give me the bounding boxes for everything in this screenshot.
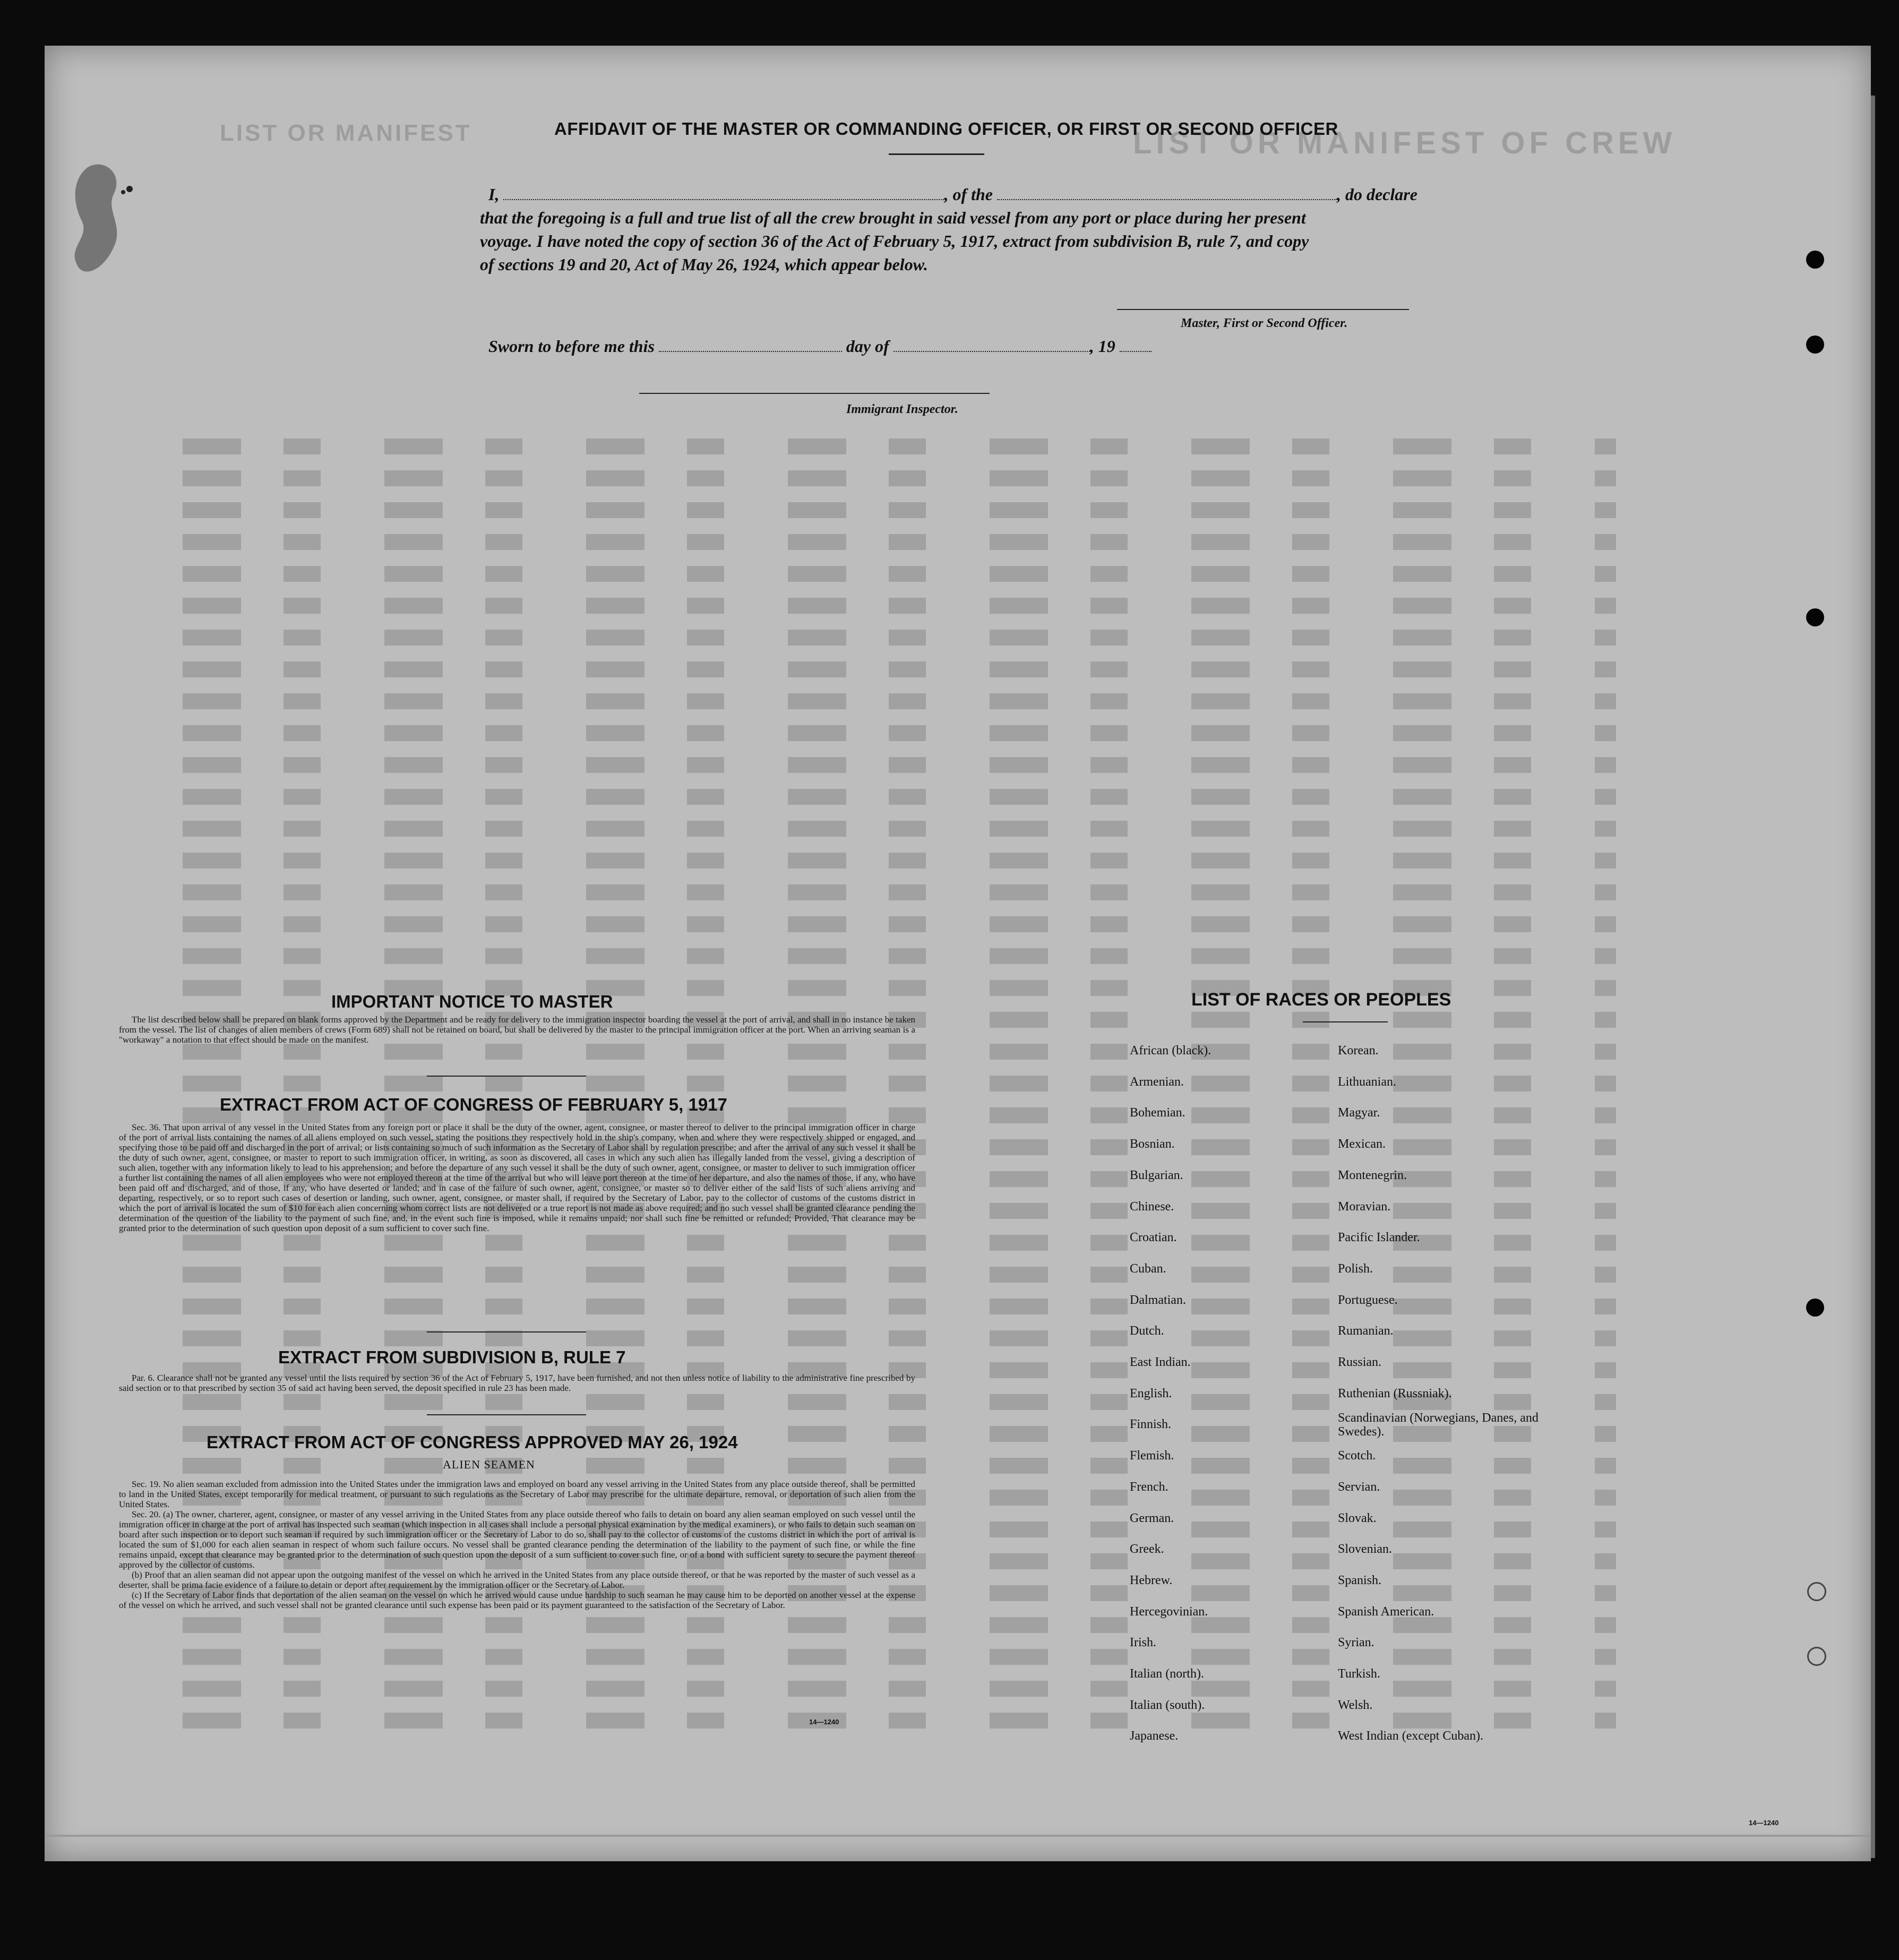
affidavit-line-2: that the foregoing is a full and true list of all the crew brought in said vessel from any port or place during her present <box>480 208 1306 227</box>
race-item: Slovenian. <box>1338 1542 1392 1556</box>
race-item: German. <box>1130 1511 1174 1525</box>
punch-hole <box>1806 336 1824 354</box>
races-title-rule <box>1303 1021 1388 1022</box>
race-item: Irish. <box>1130 1636 1156 1649</box>
race-item: Montenegrin. <box>1338 1168 1407 1182</box>
sworn-year-field[interactable] <box>1120 337 1152 352</box>
extract-1917-text: Sec. 36. That upon arrival of any vessel in the United States from any foreign port or place it shall be the duty of the owner, agent, consignee, or master thereof to deliver to the principal immigration officer in charge of the port of arrival lists containing the names of all aliens employed on such vessel, stating the positions they respectively hold in the ship's company, when and where they were respectively shipped or engaged, and specifying those to be paid off and discharged in the port of arrival; or lists containing so much of such information as the Secretary of Labor shall by regulation prescribe; and after the arrival of any such vessel it shall be the duty of such owner, agent, consignee, or master to report to such immigration officer, in writing, as soon as discovered, all cases in which any such alien has illegally landed from the vessel, giving a description of such alien, together with any information likely to lead to his apprehension; and before the departure of any such vessel it shall be the duty of such owner, agent, consignee, or master to deliver to such immigration officer a further list containing the names of all alien employees who were not employed thereon at the time of the arrival but who will leave port thereon at the time of her departure, and also the names of those, if any, who have been paid off and discharged, and of those, if any, who have deserted or landed; and in case of the failure of such owner, agent, consignee, or master so to deliver either of the said lists of such aliens arriving and departing, respectively, or so to report such cases of desertion or landing, such owner, agent, consignee, or master shall, if required by the Secretary of Labor, pay to the collector of customs of the customs district in which the port of arrival is located the sum of $10 for each alien concerning whom correct lists are not delivered or a true report is not made as above required; and no such vessel shall be granted clearance pending the determination of the question of the liability to the payment of such fine, and, in the event such fine is imposed, while it remains unpaid; nor shall such fine be remitted or refunded; Provided, That clearance may be granted prior to the determination of such question upon deposit of a sum sufficient to cover such fine. <box>119 1122 915 1233</box>
ink-smudge <box>66 157 140 285</box>
race-item: Servian. <box>1338 1480 1380 1494</box>
sworn-line: Sworn to before me this day of , 19 <box>488 337 1152 356</box>
race-item: Korean. <box>1338 1044 1379 1058</box>
affidavit-line-4: of sections 19 and 20, Act of May 26, 1924, which appear below. <box>480 255 928 274</box>
affidavit-title: AFFIDAVIT OF THE MASTER OR COMMANDING OFFICER, OR FIRST OR SECOND OFFICER <box>554 119 1338 139</box>
race-item: Ruthenian (Russniak). <box>1338 1387 1452 1400</box>
notice-title: IMPORTANT NOTICE TO MASTER <box>331 992 613 1011</box>
form-number-corner: 14—1240 <box>1749 1819 1779 1827</box>
race-item: Turkish. <box>1338 1667 1380 1681</box>
divider <box>427 1076 586 1077</box>
sheet-edge <box>45 1835 1871 1837</box>
race-item: Scotch. <box>1338 1449 1376 1463</box>
race-item: East Indian. <box>1130 1355 1191 1369</box>
race-item: Russian. <box>1338 1355 1382 1369</box>
race-item: Bulgarian. <box>1130 1168 1183 1182</box>
race-item: Scandinavian (Norwegians, Danes, and Swedes). <box>1338 1411 1539 1439</box>
master-name-field[interactable] <box>503 185 944 200</box>
affidavit-line-3: voyage. I have noted the copy of section 36 of the Act of February 5, 1917, extract from subdivision B, rule 7, and copy <box>480 231 1309 251</box>
inspector-signature-label: Immigrant Inspector. <box>846 402 958 416</box>
race-item: Portuguese. <box>1338 1293 1398 1307</box>
race-item: Cuban. <box>1130 1262 1166 1276</box>
race-item: Welsh. <box>1338 1698 1373 1712</box>
vessel-name-field[interactable] <box>997 185 1337 200</box>
race-item: Chinese. <box>1130 1200 1174 1214</box>
race-item: Armenian. <box>1130 1075 1184 1089</box>
race-item: Italian (south). <box>1130 1698 1205 1712</box>
race-item: Spanish. <box>1338 1574 1382 1587</box>
race-item: Magyar. <box>1338 1106 1380 1120</box>
race-item: African (black). <box>1130 1044 1211 1058</box>
race-item: Finnish. <box>1130 1417 1172 1431</box>
extract-rule7-title: EXTRACT FROM SUBDIVISION B, RULE 7 <box>278 1347 626 1367</box>
extract-rule7-text: Par. 6. Clearance shall not be granted any vessel until the lists required by section 36 of the Act of February 5, 1917, have been furnished, and not then unless notice of liability to the administrative fine prescribed by said section or to that prescribed by section 35 of said act having been served, the deposit specified in rule 23 has been made. <box>119 1373 915 1393</box>
race-item: French. <box>1130 1480 1168 1494</box>
race-item: Bohemian. <box>1130 1106 1185 1120</box>
race-item: English. <box>1130 1387 1172 1400</box>
bleed-through-crew-list: LIST OR MANIFEST OF CREW LIST OR MANIFEST <box>45 46 1871 1861</box>
races-title: LIST OF RACES OR PEOPLES <box>1191 990 1451 1010</box>
race-item: Pacific Islander. <box>1338 1231 1420 1244</box>
punch-hole <box>1806 1299 1824 1317</box>
extract-1924-text <box>119 1479 915 1610</box>
race-item: Japanese. <box>1130 1729 1179 1743</box>
sec-20c: (c) If the Secretary of Labor finds that deportation of the alien seaman on the vessel on which he arrived would cause undue hardship to such seaman he may cause him to be deported on another vessel at the expense of the vessel on which he arrived, and such vessel shall not be granted clearance until such expense has been paid or its payment guaranteed to the satisfaction of the Secretary of Labor. <box>119 1590 915 1610</box>
divider <box>427 1414 586 1415</box>
race-item: Italian (north). <box>1130 1667 1204 1681</box>
sec-20a: Sec. 20. (a) The owner, charterer, agent, consignee, or master of any vessel arriving in the United States from any place outside thereof who fails to detain on board any alien seaman employed on such vessel until the immigration officer in charge at the port of arrival has inspected such seaman (which inspection in all cases shall include a personal physical examination by the medical examiners), or who fails to detain such seaman on board after such inspection or to deport such seaman if required by such immigration officer or the Secretary of Labor to do so, shall pay to the collector of customs of the customs district in which the port of arrival is located the sum of $1,000 for each alien seaman in respect of whom such failure occurs. No vessel shall be granted clearance pending the determination of the liability to the payment of such fine, or while the fine remains unpaid, except that clearance may be granted prior to the determination of such question upon the deposit of a sum sufficient to cover such fine, or of a bond with sufficient surety to secure the payment thereof approved by the collector of customs. <box>119 1509 915 1570</box>
race-item: Polish. <box>1338 1262 1373 1276</box>
race-item: Lithuanian. <box>1338 1075 1396 1089</box>
sworn-day-field[interactable] <box>659 337 842 352</box>
race-item: Spanish American. <box>1338 1605 1434 1619</box>
underlying-sheet-edge <box>1871 96 1875 1858</box>
extract-1924-title: EXTRACT FROM ACT OF CONGRESS APPROVED MAY 26, 1924 <box>207 1432 738 1452</box>
race-item: Moravian. <box>1338 1200 1391 1214</box>
extract-1917-title: EXTRACT FROM ACT OF CONGRESS OF FEBRUARY 5, 1917 <box>220 1095 727 1114</box>
sec-20b: (b) Proof that an alien seaman did not appear upon the outgoing manifest of the vessel on which he arrived in the United States from any place outside thereof, or that he was reported by the master of such vessel as a deserter, shall be prima facie evidence of a failure to detain or deport after requirement by the immigration officer or the Secretary of Labor. <box>119 1570 915 1590</box>
alien-seamen-heading: ALIEN SEAMEN <box>443 1458 535 1471</box>
affidavit-line-1: I, , of the , do declare <box>488 185 1417 204</box>
race-item: Flemish. <box>1130 1449 1174 1463</box>
race-item: Dalmatian. <box>1130 1293 1186 1307</box>
race-item: Syrian. <box>1338 1636 1374 1649</box>
master-signature-line[interactable] <box>1117 309 1409 310</box>
notice-text: The list described below shall be prepared on blank forms approved by the Department and be ready for delivery to the immigration inspector boarding the vessel at the port of arrival, and shall in no instance be taken from the vessel. The list of changes of alien members of crews (Form 689) shall not be retained on board, but shall be delivered by the master to the principal immigration officer at the port. When an arriving seaman is a "workaway" a notation to that effect should be made on the manifest. <box>119 1015 915 1045</box>
punch-hole <box>1806 608 1824 626</box>
master-signature-label: Master, First or Second Officer. <box>1181 316 1348 330</box>
race-item: Hercegovinian. <box>1130 1605 1208 1619</box>
race-item: Rumanian. <box>1338 1324 1394 1338</box>
punch-hole-ring <box>1807 1582 1826 1601</box>
sec-19: Sec. 19. No alien seaman excluded from admission into the United States under the immigration laws and employed on board any vessel arriving in the United States from any place outside thereof, shall be permitted to land in the United States, except temporarily for medical treatment, or pursuant to such regulations as the Secretary of Labor may prescribe for the ultimate departure, removal, or deportation of such alien from the United States. <box>119 1479 915 1509</box>
race-item: Hebrew. <box>1130 1574 1173 1587</box>
punch-hole-ring <box>1807 1647 1826 1666</box>
title-rule <box>889 153 984 155</box>
race-item: West Indian (except Cuban). <box>1338 1729 1483 1743</box>
race-item: Slovak. <box>1338 1511 1377 1525</box>
race-item: Dutch. <box>1130 1324 1164 1338</box>
race-item: Bosnian. <box>1130 1137 1175 1151</box>
race-item: Mexican. <box>1338 1137 1386 1151</box>
inspector-signature-line[interactable] <box>639 393 990 394</box>
form-number: 14—1240 <box>809 1718 839 1726</box>
race-item: Croatian. <box>1130 1231 1177 1244</box>
race-item: Greek. <box>1130 1542 1164 1556</box>
divider <box>427 1331 586 1333</box>
document-sheet <box>45 46 1871 1861</box>
sworn-month-field[interactable] <box>893 337 1090 352</box>
punch-hole <box>1806 251 1824 269</box>
